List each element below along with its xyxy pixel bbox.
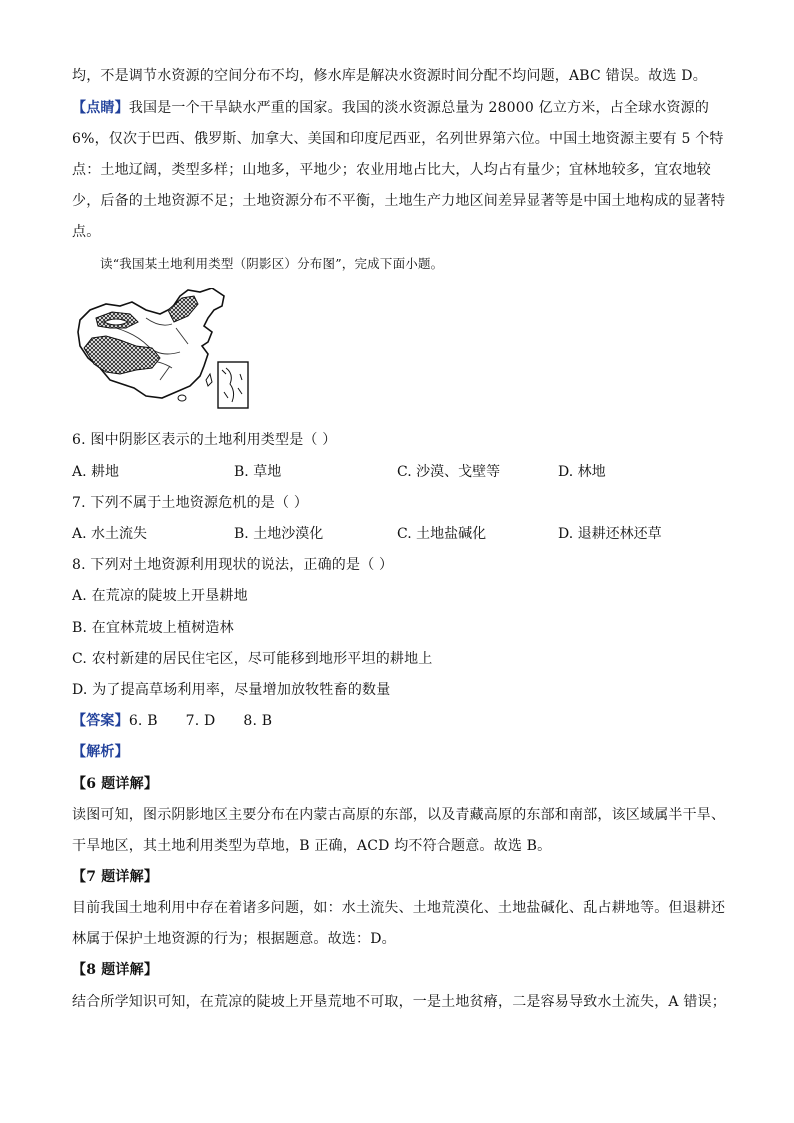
comment-line-1 (72, 98, 709, 118)
q6-option-b[interactable]: B. 草地 (234, 464, 282, 480)
q6-option-a[interactable]: A. 耕地 (72, 464, 120, 480)
q6-option-c[interactable]: C. 沙漠、戈壁等 (397, 464, 501, 480)
comment-line-2: 6%，仅次于巴西、俄罗斯、加拿大、美国和印度尼西亚，名列世界第六位。中国土地资源主要有 5 个特 (72, 131, 724, 147)
comment-tag: 【点睛】 (72, 100, 129, 116)
q8-option-a[interactable]: A. 在荒凉的陡坡上开垦耕地 (72, 588, 248, 604)
comment-text-1: 我国是一个干旱缺水严重的国家。我国的淡水资源总量为 28000 亿立方米，占全球水资源的 (128, 100, 710, 116)
q8-option-d[interactable]: D. 为了提高草场利用率，尽量增加放牧牲畜的数量 (72, 682, 391, 698)
detail-8-line-1: 结合所学知识可知，在荒凉的陡坡上开垦荒地不可取，一是土地贫瘠，二是容易导致水土流失，A 错误； (72, 994, 726, 1010)
question-6-stem: 6. 图中阴影区表示的土地利用类型是（ ） (72, 432, 337, 448)
comment-line-5: 点。 (72, 224, 101, 240)
answer-line (72, 711, 272, 731)
detail-7-line-1: 目前我国土地利用中存在着诸多问题，如：水土流失、土地荒漠化、土地盐碱化、乱占耕地等。但退耕还 (72, 900, 726, 916)
comment-line-3: 点：土地辽阔，类型多样；山地多，平地少；农业用地占比大，人均占有量少；宜林地较多，宜农地较 (72, 162, 711, 178)
q7-option-c[interactable]: C. 土地盐碱化 (397, 526, 487, 542)
china-map-icon (76, 288, 252, 412)
answer-tag: 【答案】 (72, 713, 129, 729)
detail-7-line-2: 林属于保护土地资源的行为；根据题意。故选：D。 (72, 931, 396, 947)
detail-7-tag: 【7 题详解】 (72, 869, 159, 885)
detail-8-tag: 【8 题详解】 (72, 962, 159, 978)
answer-text: 6. B 7. D 8. B (128, 713, 273, 729)
q7-option-b[interactable]: B. 土地沙漠化 (234, 526, 324, 542)
q7-option-a[interactable]: A. 水土流失 (72, 526, 148, 542)
q8-option-c[interactable]: C. 农村新建的居民住宅区，尽可能移到地形平坦的耕地上 (72, 651, 433, 667)
comment-line-4: 少，后备的土地资源不足；土地资源分布不平衡，土地生产力地区间差异显著等是中国土地构成的显著特 (72, 193, 726, 209)
map-caption: 读“我国某土地利用类型（阴影区）分布图”，完成下面小题。 (100, 256, 444, 271)
detail-6-line-2: 干旱地区，其土地利用类型为草地，B 正确，ACD 均不符合题意。故选 B。 (72, 838, 552, 854)
detail-6-tag: 【6 题详解】 (72, 776, 159, 792)
analysis-tag: 【解析】 (72, 744, 129, 760)
q7-option-d[interactable]: D. 退耕还林还草 (558, 526, 662, 542)
q8-option-b[interactable]: B. 在宜林荒坡上植树造林 (72, 620, 234, 636)
detail-6-line-1: 读图可知，图示阴影地区主要分布在内蒙古高原的东部，以及青藏高原的东部和南部，该区域属半干旱、 (72, 807, 726, 823)
question-7-stem: 7. 下列不属于土地资源危机的是（ ） (72, 495, 309, 511)
prev-answer-line: 均，不是调节水资源的空间分布不均，修水库是解决水资源时间分配不均问题，ABC 错误。故选 D。 (72, 68, 707, 84)
q6-option-d[interactable]: D. 林地 (558, 464, 606, 480)
question-8-stem: 8. 下列对土地资源利用现状的说法，正确的是（ ） (72, 557, 394, 573)
